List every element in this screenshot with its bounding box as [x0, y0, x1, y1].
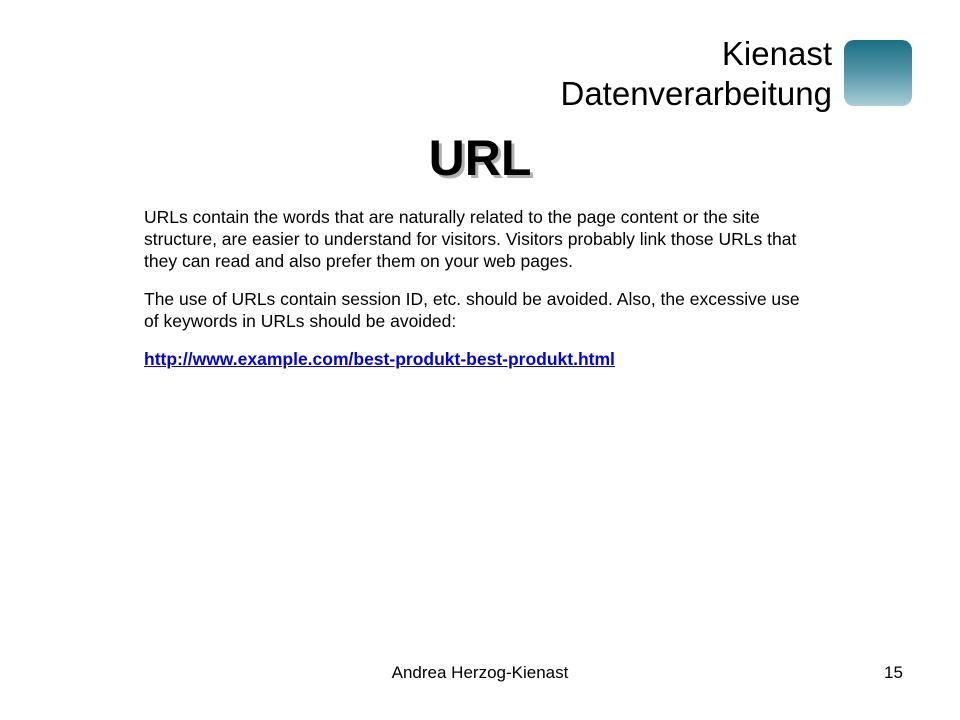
slide-body [144, 206, 804, 370]
paragraph-2: The use of URLs contain session ID, etc. should be avoided. Also, the excessive use of keywords in URLs should be avoided: [144, 289, 800, 331]
example-url-link[interactable]: http://www.example.com/best-produkt-best-produkt.html [144, 349, 615, 369]
page-number: 15 [884, 663, 903, 682]
footer-author: Andrea Herzog-Kienast [391, 663, 569, 682]
paragraph-1: URLs contain the words that are naturally related to the page content or the site structure, are easier to understand for visitors. Visitors probably link those URLs that they can read and also prefer them on your web pages. [144, 207, 797, 271]
brand-name [560, 34, 832, 114]
slide-title: URL [428, 130, 532, 186]
brand-name-line2: Datenverarbeitung [560, 75, 832, 112]
brand-logo-icon [844, 40, 912, 106]
brand-name-line1: Kienast [721, 35, 832, 72]
